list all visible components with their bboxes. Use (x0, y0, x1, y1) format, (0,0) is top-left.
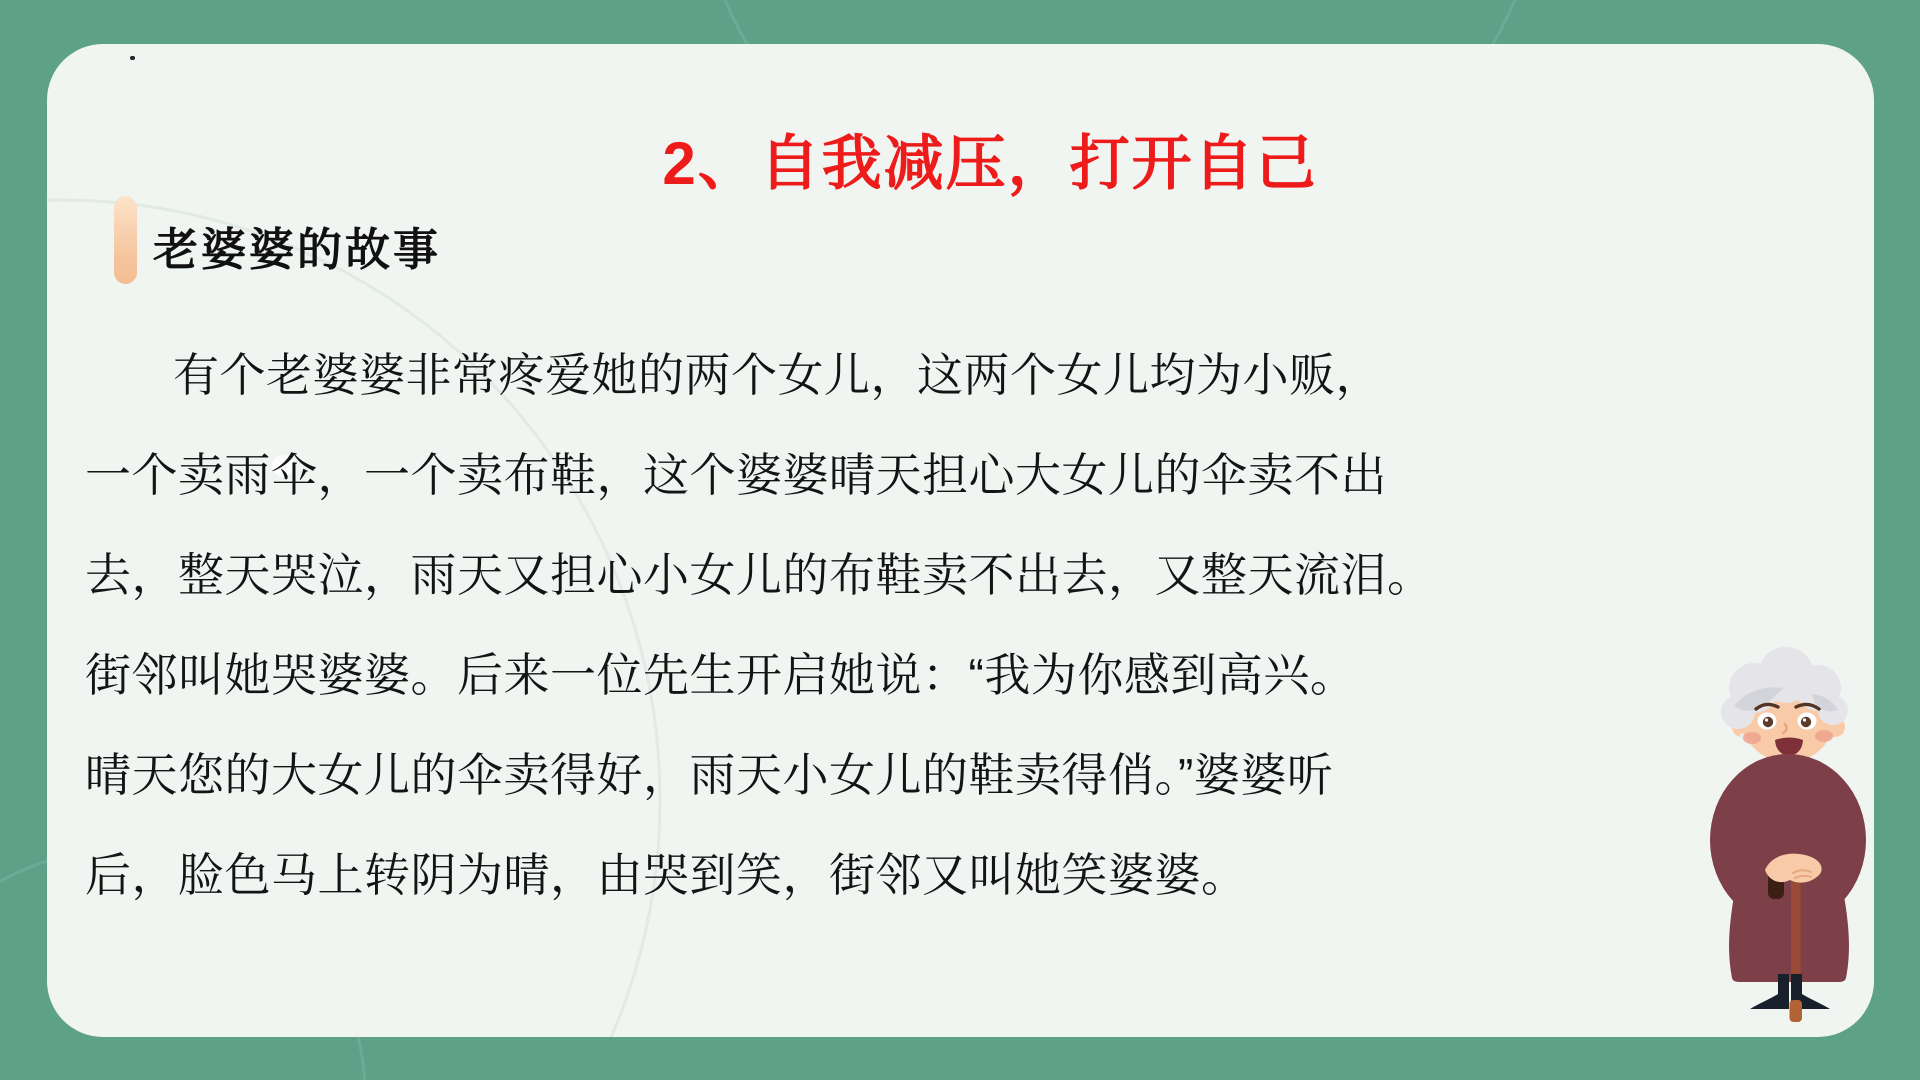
story-paragraph (85, 325, 1434, 925)
slide-title: 2、自我减压，打开自己 (662, 130, 1318, 197)
story-line: 街邻叫她哭婆婆。后来一位先生开启她说：“我为你感到高兴。 (85, 649, 1357, 701)
story-line: 去，整天哭泣，雨天又担心小女儿的布鞋卖不出去，又整天流泪。 (85, 549, 1434, 601)
accent-bar (114, 196, 137, 284)
cane-tip (1790, 1000, 1803, 1022)
subtitle (114, 196, 441, 284)
story-line: 一个卖雨伞，一个卖布鞋，这个婆婆晴天担心大女儿的伞卖不出 (85, 449, 1387, 501)
grandma-illustration (1692, 644, 1878, 1030)
story-line: 晴天您的大女儿的伞卖得好，雨天小女儿的鞋卖得俏。”婆婆听 (85, 749, 1334, 801)
subtitle-label: 老婆婆的故事 (153, 223, 442, 276)
story-line: 有个老婆婆非常疼爱她的两个女儿，这两个女儿均为小贩， (173, 349, 1382, 401)
ink-speck (130, 56, 135, 60)
story-line: 后，脸色马上转阴为晴，由哭到笑，街邻又叫她笑婆婆。 (85, 849, 1248, 901)
